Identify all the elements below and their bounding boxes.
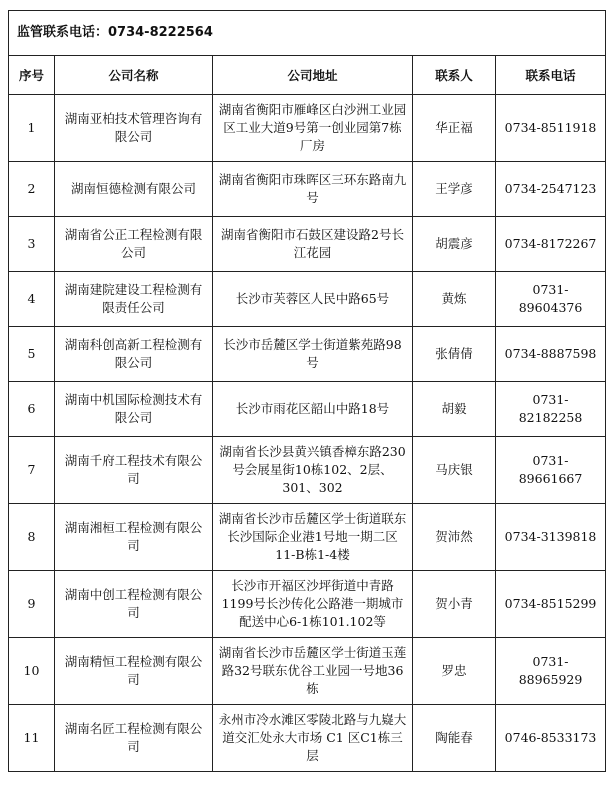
supervision-hotline: 监管联系电话：0734-8222564 — [9, 11, 606, 56]
contact-phone: 0734-2547123 — [496, 162, 606, 217]
row-number: 5 — [9, 327, 55, 382]
hotline-row — [9, 11, 606, 56]
row-number: 2 — [9, 162, 55, 217]
contact-phone: 0734-3139818 — [496, 504, 606, 571]
table-row — [9, 437, 606, 504]
contact-phone: 0734-8515299 — [496, 571, 606, 638]
contact-person: 罗忠 — [413, 638, 496, 705]
company-name: 湖南省公正工程检测有限公司 — [55, 217, 213, 272]
contact-phone: 0746-8533173 — [496, 705, 606, 772]
header-company-name: 公司名称 — [55, 56, 213, 95]
company-name: 湖南恒德检测有限公司 — [55, 162, 213, 217]
contact-person: 胡毅 — [413, 382, 496, 437]
company-address: 湖南省长沙县黄兴镇香樟东路230号会展星街10栋102、2层、301、302 — [213, 437, 413, 504]
company-address: 湖南省长沙市岳麓区学士街道玉莲路32号联东优谷工业园一号地36栋 — [213, 638, 413, 705]
company-address: 长沙市岳麓区学士街道紫苑路98号 — [213, 327, 413, 382]
table-row — [9, 95, 606, 162]
company-address: 长沙市开福区沙坪街道中青路1199号长沙传化公路港一期城市配送中心6-1栋101.102等 — [213, 571, 413, 638]
company-name: 湖南精恒工程检测有限公司 — [55, 638, 213, 705]
company-address: 长沙市雨花区韶山中路18号 — [213, 382, 413, 437]
row-number: 3 — [9, 217, 55, 272]
contact-phone: 0731-89661667 — [496, 437, 606, 504]
row-number: 7 — [9, 437, 55, 504]
contact-person: 陶能春 — [413, 705, 496, 772]
contact-person: 贺沛然 — [413, 504, 496, 571]
contact-phone: 0734-8511918 — [496, 95, 606, 162]
company-name: 湖南名匠工程检测有限公司 — [55, 705, 213, 772]
company-address: 永州市冷水滩区零陵北路与九嶷大道交汇处永大市场 C1 区C1栋三层 — [213, 705, 413, 772]
header-phone: 联系电话 — [496, 56, 606, 95]
company-name: 湖南中创工程检测有限公司 — [55, 571, 213, 638]
contact-phone: 0731-82182258 — [496, 382, 606, 437]
company-address: 湖南省衡阳市珠晖区三环东路南九号 — [213, 162, 413, 217]
contact-person: 王学彦 — [413, 162, 496, 217]
table-row — [9, 382, 606, 437]
header-company-address: 公司地址 — [213, 56, 413, 95]
company-name: 湖南亚柏技术管理咨询有限公司 — [55, 95, 213, 162]
contact-person: 华正福 — [413, 95, 496, 162]
contact-person: 马庆银 — [413, 437, 496, 504]
contact-person: 贺小青 — [413, 571, 496, 638]
header-contact: 联系人 — [413, 56, 496, 95]
contact-phone: 0731-88965929 — [496, 638, 606, 705]
table-row — [9, 327, 606, 382]
header-no: 序号 — [9, 56, 55, 95]
row-number: 4 — [9, 272, 55, 327]
company-name: 湖南千府工程技术有限公司 — [55, 437, 213, 504]
agency-contact-sheet — [8, 10, 605, 772]
company-address: 湖南省长沙市岳麓区学士街道联东长沙国际企业港1号地一期二区11-B栋1-4楼 — [213, 504, 413, 571]
company-name: 湖南中机国际检测技术有限公司 — [55, 382, 213, 437]
company-name: 湖南湘桓工程检测有限公司 — [55, 504, 213, 571]
row-number: 9 — [9, 571, 55, 638]
contact-phone: 0734-8887598 — [496, 327, 606, 382]
contact-phone: 0731-89604376 — [496, 272, 606, 327]
row-number: 6 — [9, 382, 55, 437]
table-row — [9, 705, 606, 772]
contact-person: 黄炼 — [413, 272, 496, 327]
contact-person: 胡震彦 — [413, 217, 496, 272]
company-name: 湖南建院建设工程检测有限责任公司 — [55, 272, 213, 327]
company-address: 长沙市芙蓉区人民中路65号 — [213, 272, 413, 327]
table-row — [9, 504, 606, 571]
table-row — [9, 217, 606, 272]
table-row — [9, 272, 606, 327]
contact-person: 张倩倩 — [413, 327, 496, 382]
contact-phone: 0734-8172267 — [496, 217, 606, 272]
agency-table — [8, 10, 606, 772]
table-row — [9, 638, 606, 705]
row-number: 10 — [9, 638, 55, 705]
company-address: 湖南省衡阳市雁峰区白沙洲工业园区工业大道9号第一创业园第7栋厂房 — [213, 95, 413, 162]
header-row — [9, 56, 606, 95]
table-row — [9, 571, 606, 638]
row-number: 1 — [9, 95, 55, 162]
row-number: 8 — [9, 504, 55, 571]
table-row — [9, 162, 606, 217]
company-address: 湖南省衡阳市石鼓区建设路2号长江花园 — [213, 217, 413, 272]
company-name: 湖南科创高新工程检测有限公司 — [55, 327, 213, 382]
row-number: 11 — [9, 705, 55, 772]
